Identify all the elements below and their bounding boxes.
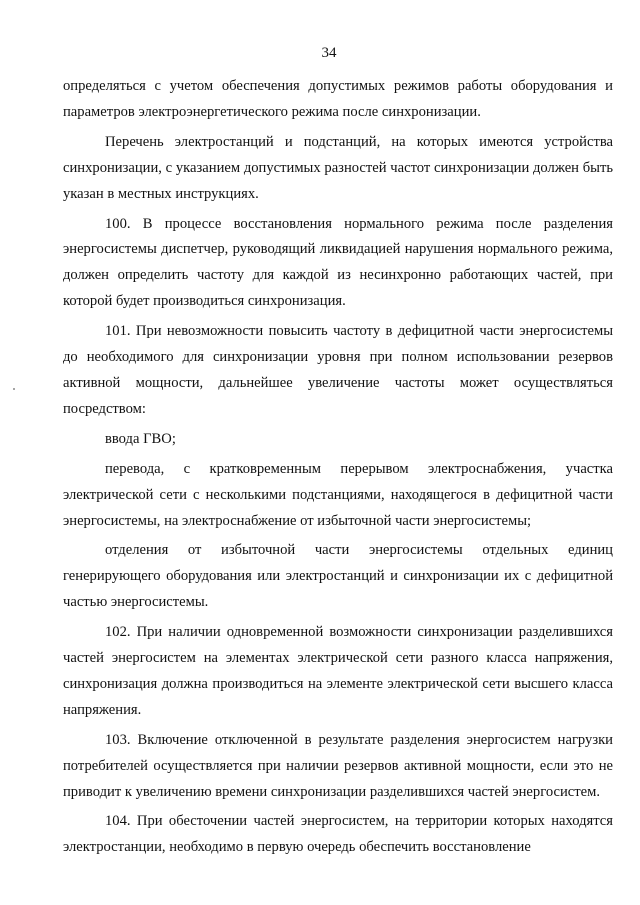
list-item-separation: отделения от избыточной части энергосистемы отдельных единиц генерирующего оборудования или электростанций и синхронизации их с дефицитной частью энергосистемы. [63, 542, 613, 611]
paragraph-item-100: 100. В процессе восстановления нормального режима после разделения энергосистемы диспетчер, руководящий ликвидацией нарушения нормального режима, должен определить частоту для каждой из несинхронно работающих частей, при которой будет производиться синхронизация. [63, 215, 613, 310]
paragraph-item-103: 103. Включение отключенной в результате разделения энергосистем нагрузки потребителей осуществляется при наличии резервов активной мощности, если это не приводит к увеличению времени синхронизации разделившихся частей энергосистем. [63, 731, 613, 800]
paragraph-synchronization-list: Перечень электростанций и подстанций, на которых имеются устройства синхронизации, с указанием допустимых разностей частот синхронизации должен быть указан в местных инструкциях. [63, 133, 613, 202]
list-item-transfer: перевода, с кратковременным перерывом электроснабжения, участка электрической сети с несколькими подстанциями, находящегося в дефицитной части энергосистемы, на электроснабжение от избыточной части энергосистемы; [63, 460, 613, 529]
paragraph-item-102: 102. При наличии одновременной возможности синхронизации разделившихся частей энергосистем на элементах электрической сети разного класса напряжения, синхронизация должна производиться на элементе электрической сети высшего класса напряжения. [63, 624, 613, 718]
paragraph-item-104: 104. При обесточении частей энергосистем, на территории которых находятся электростанции, необходимо в первую очередь обеспечить восстановление [63, 813, 613, 856]
scan-speck [13, 388, 15, 390]
paragraph-item-101: 101. При невозможности повысить частоту в дефицитной части энергосистемы до необходимого для синхронизации уровня при полном использовании резервов активной мощности, дальнейшее увеличение частоты может осуществляться посредством: [63, 323, 613, 417]
paragraph-continuation: определяться с учетом обеспечения допустимых режимов работы оборудования и параметров электроэнергетического режима после синхронизации. [63, 78, 613, 120]
document-body [63, 74, 613, 861]
page-number: 34 [321, 45, 337, 61]
list-item-gvo: ввода ГВО; [105, 430, 176, 447]
